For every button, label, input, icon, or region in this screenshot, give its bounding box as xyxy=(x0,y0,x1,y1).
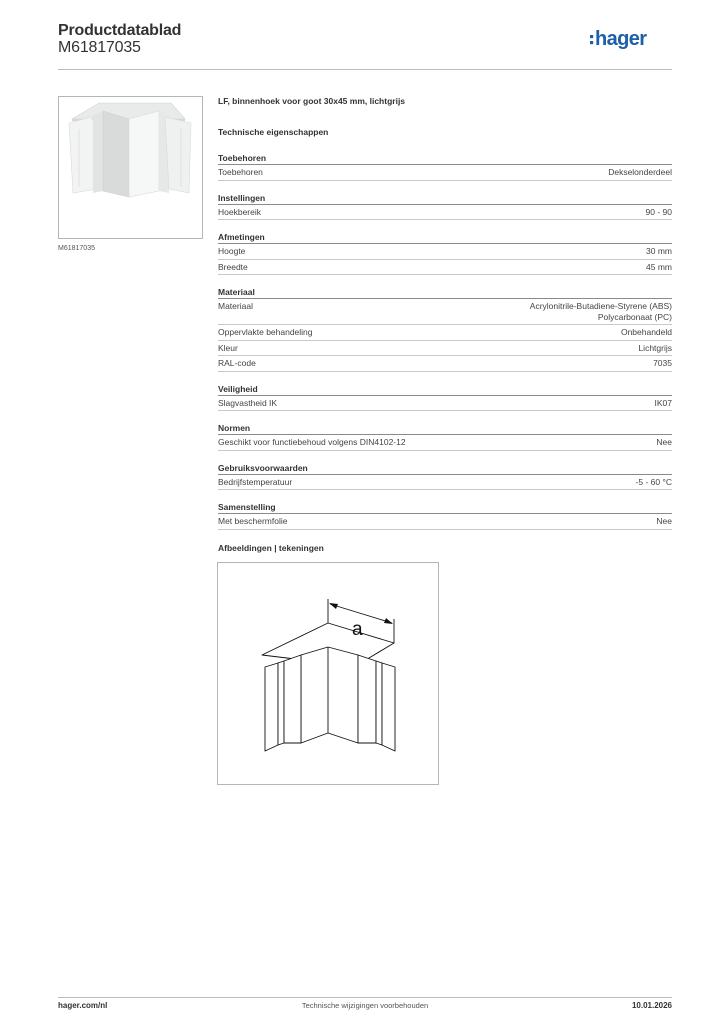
hager-logo xyxy=(590,26,672,52)
spec-label: Breedte xyxy=(218,261,248,272)
spec-label: Met beschermfolie xyxy=(218,516,288,526)
spec-row xyxy=(218,299,672,325)
spec-value-line: IK07 xyxy=(654,397,672,408)
spec-value-line: Lichtgrijs xyxy=(638,342,672,353)
spec-value-line: 45 mm xyxy=(646,261,672,272)
section-title: Veiligheid xyxy=(218,384,672,396)
spec-value xyxy=(653,358,672,369)
spec-label: Hoekbereik xyxy=(218,206,261,217)
product-photo-image xyxy=(59,97,202,238)
spec-value xyxy=(646,207,672,218)
spec-section xyxy=(218,287,672,372)
spec-section xyxy=(218,502,672,530)
spec-row xyxy=(218,475,672,491)
footer-website-link[interactable]: hager.com/nl xyxy=(58,1001,108,1010)
spec-section xyxy=(218,423,672,451)
spec-sections xyxy=(218,153,672,530)
section-title: Afmetingen xyxy=(218,232,672,244)
spec-value-line: -5 - 60 °C xyxy=(635,476,672,487)
spec-value-line: 30 mm xyxy=(646,246,672,256)
product-description: LF, binnenhoek voor goot 30x45 mm, lichtgrijs xyxy=(218,96,406,106)
dimension-drawing xyxy=(218,563,438,784)
spec-value xyxy=(621,327,672,338)
spec-label: Kleur xyxy=(218,342,238,353)
spec-value-line: Nee xyxy=(656,437,672,447)
product-photo xyxy=(58,96,203,239)
spec-value-line: 7035 xyxy=(653,358,672,368)
spec-content xyxy=(218,96,672,530)
spec-row xyxy=(218,341,672,357)
spec-section xyxy=(218,193,672,221)
spec-label: Toebehoren xyxy=(218,167,263,177)
footer-disclaimer: Technische wijzigingen voorbehouden xyxy=(301,1001,429,1010)
spec-row xyxy=(218,205,672,221)
spec-label: Oppervlakte behandeling xyxy=(218,327,313,337)
page-header xyxy=(58,20,672,70)
spec-value xyxy=(646,262,672,273)
footer-date: 10.01.2026 xyxy=(631,1001,672,1010)
drawings-heading: Afbeeldingen | tekeningen xyxy=(218,543,324,553)
section-title: Normen xyxy=(218,423,672,435)
spec-label: Bedrijfstemperatuur xyxy=(218,476,293,487)
spec-label: Materiaal xyxy=(218,301,253,311)
section-title: Materiaal xyxy=(218,287,672,299)
spec-row xyxy=(218,244,672,260)
section-title: Toebehoren xyxy=(218,153,672,165)
spec-section xyxy=(218,463,672,491)
document-title: Productdatablad xyxy=(58,22,182,39)
photo-caption: M61817035 xyxy=(58,245,95,252)
spec-value xyxy=(656,516,672,527)
spec-row xyxy=(218,260,672,276)
section-title: Samenstelling xyxy=(218,502,672,514)
spec-row xyxy=(218,356,672,372)
spec-section xyxy=(218,153,672,181)
spec-value xyxy=(636,477,672,488)
spec-value-line: Polycarbonaat (PC) xyxy=(597,311,672,322)
spec-row xyxy=(218,165,672,181)
technical-properties-heading: Technische eigenschappen xyxy=(218,127,329,137)
section-title: Gebruiksvoorwaarden xyxy=(218,463,672,475)
spec-value xyxy=(608,167,672,178)
product-number: M61817035 xyxy=(58,39,141,56)
spec-value-line: Acrylonitrile-Butadiene-Styrene (ABS) xyxy=(529,301,672,311)
spec-value xyxy=(646,246,672,257)
spec-row xyxy=(218,396,672,412)
spec-label: Hoogte xyxy=(218,246,246,256)
section-title: Instellingen xyxy=(218,193,672,205)
spec-value xyxy=(655,398,673,409)
logo-text: hager xyxy=(595,28,647,50)
spec-row xyxy=(218,435,672,451)
technical-drawing xyxy=(217,562,439,785)
spec-row xyxy=(218,325,672,341)
spec-value xyxy=(638,343,672,354)
spec-value-line: Nee xyxy=(656,516,672,526)
spec-value-line: Dekselonderdeel xyxy=(608,167,672,177)
spec-value xyxy=(656,437,672,448)
spec-label: RAL-code xyxy=(218,358,256,368)
spec-section xyxy=(218,384,672,412)
spec-label: Slagvastheid IK xyxy=(218,397,278,408)
dimension-label-a: a xyxy=(352,619,363,640)
page-footer xyxy=(58,997,672,1011)
spec-value-line: 90 - 90 xyxy=(645,206,672,217)
spec-label: Geschikt voor functiebehoud volgens DIN4102-12 xyxy=(218,437,406,447)
spec-row xyxy=(218,514,672,530)
spec-value-line: Onbehandeld xyxy=(620,327,672,337)
spec-section xyxy=(218,232,672,275)
spec-value xyxy=(530,301,672,322)
